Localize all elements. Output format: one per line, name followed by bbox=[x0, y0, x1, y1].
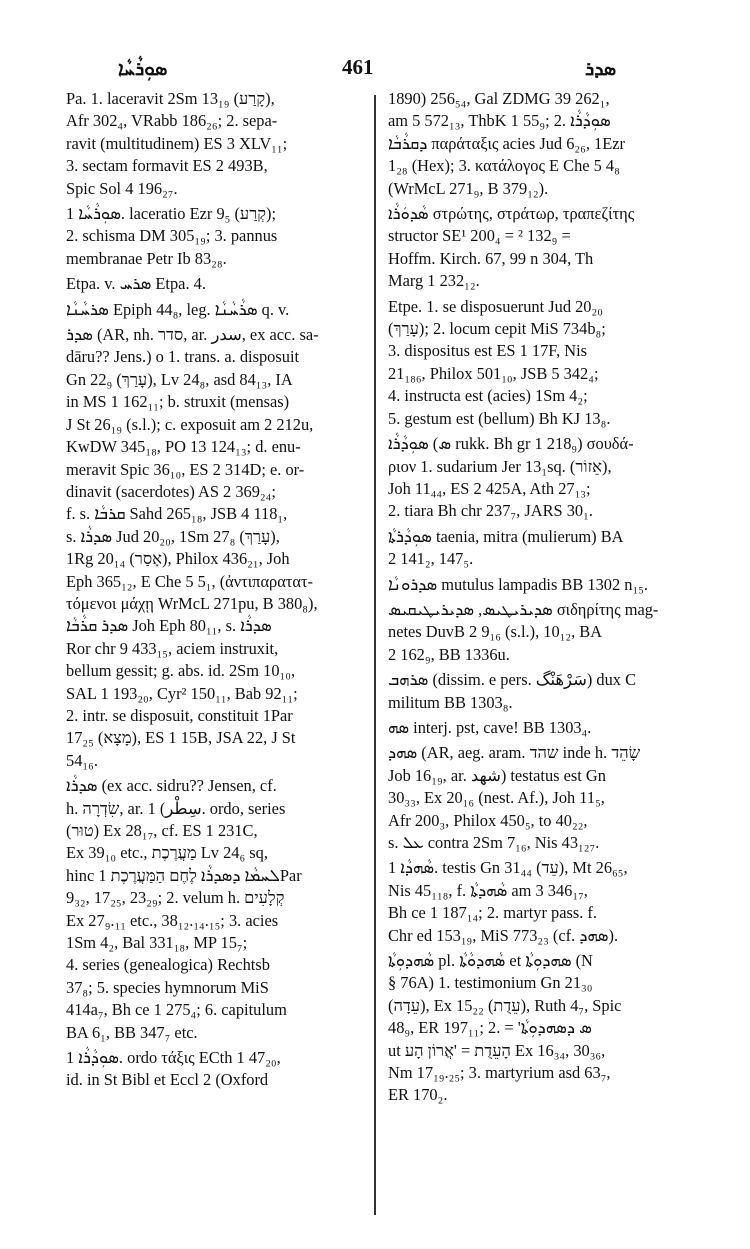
entry-line: ܣܕܪܵܐ (ex acc. sidru?? Jensen, cf. bbox=[66, 776, 277, 796]
column-divider bbox=[374, 95, 376, 1215]
entry-line: ܣܵܕܘܿܪܵܐ στρώτης, στράτωρ, τραπεζίτης bbox=[388, 204, 635, 224]
entry-line: (WrMcL 271₉, B 379₁₂). bbox=[388, 178, 549, 198]
entry-line: SAL 1 193₂₀, Cyr² 150₁₁, Bab 92₁₁; bbox=[66, 683, 298, 703]
entry-line: (עֵדָה), Ex 15₂₂ (עֵדֻת), Ruth 4₇, Spic bbox=[388, 995, 622, 1015]
entry-line: Etpa. v. ܣܪܚ Etpa. 4. bbox=[66, 274, 206, 294]
entry-line: h. שִׂדְרָה, ar. سِطْر) 1. ordo, series bbox=[66, 798, 286, 818]
entry-line: ܣܘܼܕܵܪܵܐ 1. ordo τάξις ECth 1 47₂₀, bbox=[66, 1048, 281, 1068]
entry-line: Ror chr 9 433₁₅, aciem instruxit, bbox=[66, 638, 279, 658]
entry-line: bellum gessit; g. abs. id. 2Sm 10₁₀, bbox=[66, 661, 296, 681]
entry-line: (עָרַךְ); 2. locum cepit MiS 734b₈; bbox=[388, 319, 606, 339]
dictionary-entry bbox=[66, 1047, 366, 1092]
entry-line: dinavit (sacerdotes) AS 2 369₂₄; bbox=[66, 481, 276, 501]
entry-line: militum BB 1303₈. bbox=[388, 692, 513, 712]
dictionary-entry bbox=[66, 775, 366, 1044]
entry-line: ܕܩܪܵܒܵܐ παράταξις acies Jud 6₂₆, 1Ezr bbox=[388, 133, 625, 153]
entry-line: 30₃₃, Ex 20₁₆ (nest. Af.), Joh 11₅, bbox=[388, 788, 605, 808]
entry-line: 48₉, ER 197₁₁; 2. = 'ܣ ܕܣܗܕܘܼܬܵܐ bbox=[388, 1018, 593, 1038]
dictionary-entry bbox=[66, 299, 366, 321]
entry-line: membranae Petr Ib 83₂₈. bbox=[66, 248, 227, 268]
entry-line: 5. gestum est (bellum) Bh KJ 13₈. bbox=[388, 408, 611, 428]
entry-line: Chr ed 153₁₉, MiS 773₂₃ (cf. ܣܗܕ). bbox=[388, 925, 619, 945]
entry-line: dāru?? Jens.) o 1. trans. a. disposuit bbox=[66, 347, 300, 367]
dictionary-entry bbox=[388, 88, 706, 200]
entry-line: ܣܕܪ (AR, nh. סדר, ar. سدر, ex acc. sa- bbox=[66, 325, 319, 345]
entry-line: ut הָעֵדֻת = 'אֲרוֹן הָע Ex 16₃₄, 30₃₆, bbox=[388, 1040, 606, 1060]
entry-line: KwDW 345₁₈, PO 13 124₁₃; d. enu- bbox=[66, 437, 301, 457]
dictionary-entry bbox=[66, 324, 366, 772]
entry-line: ER 170₂. bbox=[388, 1085, 448, 1105]
entry-line: s. ܥܠ contra 2Sm 7₁₆, Nis 43₁₂₇. bbox=[388, 833, 600, 852]
entry-line: Eph 365₁₂, E Che 5 5₁, (ἀντιπαρατατ- bbox=[66, 571, 314, 591]
dictionary-entry bbox=[388, 950, 706, 1107]
entry-line: ܣܕܪܘܢܵܐ mutulus lampadis BB 1302 n₁₅. bbox=[388, 574, 648, 594]
entry-line: 2. schisma DM 305₁₉; 3. pannus bbox=[66, 226, 278, 246]
left-column bbox=[66, 88, 366, 1095]
entry-line: Marg 1 232₁₂. bbox=[388, 271, 480, 291]
entry-line: Etpe. 1. se disposuerunt Jud 20₂₀ bbox=[388, 296, 603, 316]
entry-line: 37₈; 5. species hymnorum MiS bbox=[66, 977, 269, 997]
entry-line: ܣܘܼܕܵܪܬܵܐ taenia, mitra (mulierum) BA bbox=[388, 526, 624, 546]
entry-line: 1890) 256₅₄, Gal ZDMG 39 262₁, bbox=[388, 89, 610, 108]
dictionary-entry bbox=[66, 273, 366, 295]
dictionary-entry bbox=[66, 203, 366, 270]
entry-line: 17₂₅ (מָצָא), ES 1 15B, JSA 22, J St bbox=[66, 728, 296, 748]
entry-line: id. in St Bibl et Eccl 2 (Oxford bbox=[66, 1070, 269, 1090]
entry-line: am 5 572₁₃, ThbK 1 55₉; 2. ܣܘܼܕܵܪܵܐ bbox=[388, 111, 611, 131]
entry-line: 1₂₈ (Hex); 3. κατάλογος E Che 5 4₈ bbox=[388, 156, 620, 176]
entry-line: 54₁₆. bbox=[66, 750, 98, 770]
entry-line: ܣܪܚܵܢܵܐ Epiph 44₈, leg. ܣܪܵܚܵܢܵܐ q. v. bbox=[66, 299, 290, 319]
entry-line: ριον 1. sudarium Jer 13₁sq. (אֵזוֹר), bbox=[388, 456, 612, 476]
entry-line: 3. dispositus est ES 1 17F, Nis bbox=[388, 341, 588, 361]
entry-line: 414a₇, Bh ce 1 275₄; 6. capitulum bbox=[66, 1000, 287, 1020]
entry-line: (טוּר) Ex 28₁₇, cf. ES 1 231C, bbox=[66, 821, 258, 840]
entry-line: Gn 22₉ (עָרַךְ), Lv 24₈, asd 84₁₃, IA bbox=[66, 369, 293, 389]
dictionary-entry bbox=[388, 433, 706, 523]
entry-line: ܣܵܗܕܵܐ 1. testis Gn 31₄₄ (עֵד), Mt 26₆₅, bbox=[388, 858, 628, 878]
entry-line: s. ܣܕܪܵܐ Jud 20₂₀, 1Sm 27₈ (עָרַךְ), bbox=[66, 526, 280, 546]
entry-line: ܣܘܼܪܵܚܵܐ 1. laceratio Ezr 9₅ (קְרַע); bbox=[66, 204, 277, 224]
entry-line: Afr 200₃, Philox 450₅, to 40₂₂, bbox=[388, 810, 588, 830]
page-number: 461 bbox=[342, 55, 374, 79]
entry-line: in MS 1 162₁₁; b. struxit (mensas) bbox=[66, 392, 290, 412]
dictionary-entry bbox=[388, 296, 706, 430]
dictionary-entry bbox=[388, 203, 706, 293]
entry-line: ܣܪܗܒ (dissim. e pers. سَرْهَنْگ) dux C bbox=[388, 670, 636, 690]
entry-line: J St 26₁₉ (s.l.); c. exposuit am 2 212u, bbox=[66, 414, 314, 434]
entry-line: 1Sm 4₂, Bal 331₁₈, MP 15₇; bbox=[66, 933, 248, 953]
entry-line: Joh 11₄₄, ES 2 425A, Ath 27₁₃; bbox=[388, 478, 591, 498]
entry-line: ܣܵܗܕܘܼܬܵܐ pl. ܣܵܗܕܘܵܬܵܐ et ܣܗܕܘܼܬܵܐ (N bbox=[388, 951, 593, 971]
entry-line: ravit (multitudinem) ES 3 XLV₁₁; bbox=[66, 133, 288, 153]
entry-line: ܣܘܼܕܵܪܵܐ (ܣ rukk. Bh gr 1 218₉) σουδά- bbox=[388, 434, 634, 454]
entry-line: Nis 45₁₁₈, f. ܣܵܗܕܬܵܐ am 3 346₁₇, bbox=[388, 880, 588, 900]
entry-line: Nm 17₁₉.₂₅; 3. martyrium asd 63₇, bbox=[388, 1063, 611, 1083]
dictionary-entry bbox=[388, 599, 706, 666]
dictionary-entry bbox=[66, 88, 366, 200]
entry-line: 2. intr. se disposuit, constituit 1Par bbox=[66, 705, 293, 725]
entry-line: 1Rg 20₁₄ (אָסַר), Philox 436₂₁, Joh bbox=[66, 549, 290, 569]
entry-line: Afr 302₄, VRabb 186₂₆; 2. sepa- bbox=[66, 111, 278, 131]
entry-line: 3. sectam formavit ES 2 493B, bbox=[66, 156, 268, 176]
dictionary-entry bbox=[388, 717, 706, 739]
entry-line: meravit Spic 36₁₀, ES 2 314D; e. or- bbox=[66, 459, 305, 479]
entry-line: 2 162₉, BB 1336u. bbox=[388, 644, 510, 664]
entry-line: 2 141₂, 147₅. bbox=[388, 549, 474, 569]
dictionary-entry bbox=[388, 742, 706, 854]
entry-line: Pa. 1. laceravit 2Sm 13₁₉ (קָרַע), bbox=[66, 89, 275, 108]
entry-line: 2. tiara Bh chr 237₇, JARS 30₁. bbox=[388, 501, 593, 521]
entry-line: f. s. ܩܪܒܵܐ Sahd 265₁₈, JSB 4 118₁, bbox=[66, 504, 288, 524]
entry-line: τόμενοι μάχῃ WrMcL 271pu, B 380₈), bbox=[66, 593, 318, 613]
entry-line: Ex 27₉.₁₁ etc., 38₁₂.₁₄.₁₅; 3. acies bbox=[66, 910, 279, 930]
entry-line: Spic Sol 4 196₂₇. bbox=[66, 178, 178, 198]
entry-line: Hoffm. Kirch. 67, 99 n 304, Th bbox=[388, 248, 594, 268]
dictionary-entry bbox=[388, 669, 706, 714]
entry-line: Job 16₁₉, ar. شهد) testatus est Gn bbox=[388, 765, 606, 785]
entry-line: ܣܗ interj. pst, cave! BB 1303₄. bbox=[388, 717, 592, 737]
entry-line: structor SE¹ 200₄ = ² 132₉ = bbox=[388, 226, 571, 246]
entry-line: 4. series (genealogica) Rechtsb bbox=[66, 955, 270, 975]
entry-line: BA 6₁, BB 347₇ etc. bbox=[66, 1022, 198, 1042]
entry-line: Bh ce 1 187₁₄; 2. martyr pass. f. bbox=[388, 903, 597, 923]
entry-line: ܣܗܕ (AR, aeg. aram. שהד inde h. שָׂהֵד bbox=[388, 743, 641, 763]
running-head-left: ܣܘܼܪܵܚܵܐ bbox=[118, 58, 168, 80]
page-header bbox=[0, 0, 750, 90]
dictionary-entry bbox=[388, 857, 706, 947]
entry-line: ܣܕܪ ܩܪܵܒܵܐ Joh Eph 80₁₁, s. ܣܕܪܵܐ bbox=[66, 616, 272, 636]
entry-line: 21₁₈₆, Philox 501₁₀, JSB 5 342₄; bbox=[388, 363, 599, 383]
running-head-right: ܣܕܪ bbox=[585, 58, 617, 80]
entry-line: ܣܕܝܪܝܛܝܣ, ܣܕܝܪܝܛܝܩܝܣ σιδηρίτης mag- bbox=[388, 599, 659, 619]
entry-line: Ex 39₁₀ etc., מַעֲרֶכֶת Lv 24₆ sq, bbox=[66, 843, 268, 863]
dictionary-entry bbox=[388, 526, 706, 571]
right-column bbox=[388, 88, 706, 1110]
entry-line: hinc ܠܚܡܵܐ ܕܣܕܪܵܐ לֶחֶם הַמַּעֲרֶכֶת 1Par bbox=[66, 865, 302, 885]
entry-line: § 76A) 1. testimonium Gn 21₃₀ bbox=[388, 973, 593, 993]
entry-line: 9₃₂, 17₂₅, 23₂₉; 2. velum h. קְלָעִים bbox=[66, 888, 285, 908]
entry-line: 4. instructa est (acies) 1Sm 4₂; bbox=[388, 386, 588, 406]
dictionary-entry bbox=[388, 574, 706, 596]
entry-line: netes DuvB 2 9₁₆ (s.l.), 10₁₂, BA bbox=[388, 622, 603, 642]
